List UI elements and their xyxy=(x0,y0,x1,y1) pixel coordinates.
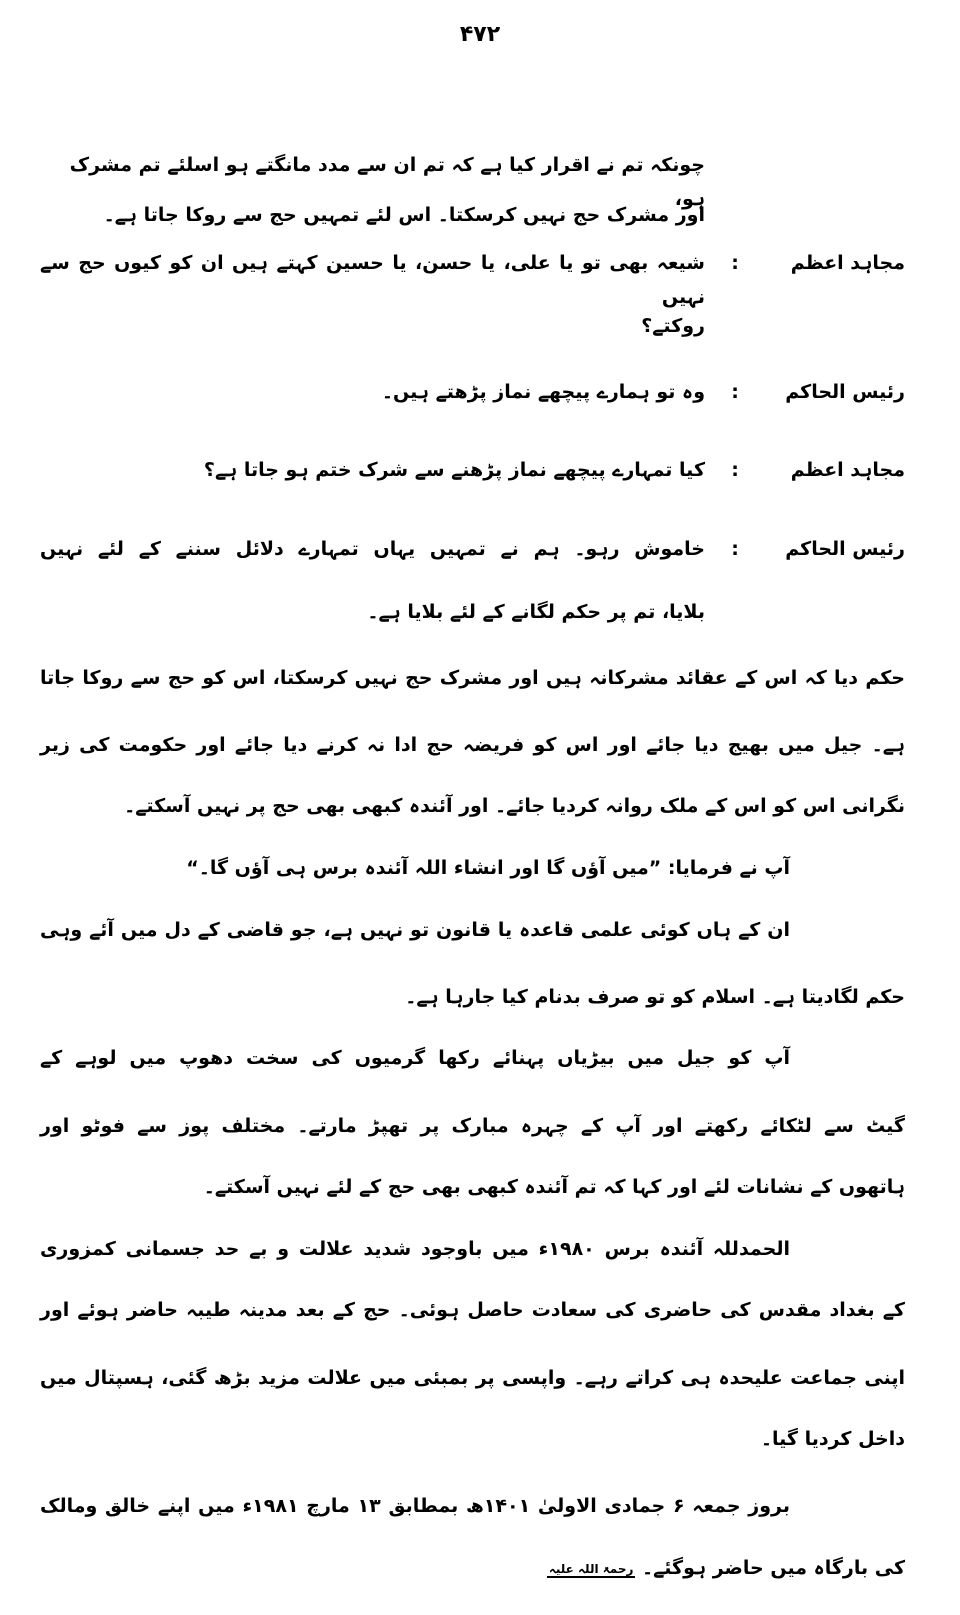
paragraph-line: کے بغداد مقدس کی حاضری کی سعادت حاصل ہوئی۔ حج کے بعد مدینہ طیبہ حاضر ہوئے اور xyxy=(40,1299,905,1321)
paragraph-line: اپنی جماعت علیحدہ ہی کراتے رہے۔ واپسی پر بمبئی میں علالت مزید بڑھ گئی، ہسپتال میں xyxy=(40,1367,905,1389)
dialogue-line: خاموش رہو۔ ہم نے تمہیں یہاں تمہارے دلائل سننے کے لئے نہیں xyxy=(40,538,705,560)
paragraph-line: داخل کردیا گیا۔ xyxy=(760,1428,905,1450)
paragraph-line-with-seal xyxy=(40,1551,905,1586)
dialogue-line: شیعہ بھی تو یا علی، یا حسن، یا حسین کہتے ہیں ان کو کیوں حج سے نہیں xyxy=(40,252,705,308)
paragraph-line: نگرانی اس کو اس کے ملک روانہ کردیا جائے۔ اور آئندہ کبھی بھی حج پر نہیں آسکتے۔ xyxy=(124,795,905,817)
speaker-label: مجاہد اعظم xyxy=(790,459,905,481)
speaker-label: رئیس الحاکم xyxy=(785,538,905,560)
paragraph-line: الحمدللہ آئندہ برس ۱۹۸۰ء میں باوجود شدید علالت و بے حد جسمانی کمزوری xyxy=(40,1238,790,1260)
dialogue-line: بلایا، تم پر حکم لگانے کے لئے بلایا ہے۔ xyxy=(367,601,705,623)
paragraph-line: کی بارگاہ میں حاضر ہوگئے۔ xyxy=(642,1557,905,1579)
paragraph-line: ہاتھوں کے نشانات لئے اور کہا کہ تم آئندہ کبھی بھی حج کے لئے نہیں آسکتے۔ xyxy=(203,1176,905,1198)
speaker-colon: : xyxy=(731,459,739,481)
speaker-colon: : xyxy=(731,252,739,274)
intro-line: چونکہ تم نے اقرار کیا ہے کہ تم ان سے مدد مانگتے ہو اسلئے تم مشرک ہو، xyxy=(69,154,705,210)
paragraph-line: حکم دیا کہ اس کے عقائد مشرکانہ ہیں اور مشرک حج نہیں کرسکتا، اس کو حج سے روکا جاتا xyxy=(40,667,905,689)
intro-line: اور مشرک حج نہیں کرسکتا۔ اس لئے تمہیں حج سے روکا جاتا ہے۔ xyxy=(103,204,705,226)
paragraph-line: حکم لگادیتا ہے۔ اسلام کو تو صرف بدنام کیا جارہا ہے۔ xyxy=(405,986,905,1008)
paragraph-line: ان کے ہاں کوئی علمی قاعدہ یا قانون تو نہیں ہے، جو قاضی کے دل میں آئے وہی xyxy=(40,919,790,941)
speaker-label: مجاہد اعظم xyxy=(790,252,905,274)
page-number: ۴۷۲ xyxy=(459,22,501,47)
speaker-colon: : xyxy=(731,381,739,403)
dialogue-line: وہ تو ہمارے پیچھے نماز پڑھتے ہیں۔ xyxy=(381,381,705,403)
dialogue-line: کیا تمہارے پیچھے نماز پڑھنے سے شرک ختم ہو جاتا ہے؟ xyxy=(203,459,705,481)
speaker-label: رئیس الحاکم xyxy=(785,381,905,403)
paragraph-line: بروز جمعہ ۶ جمادی الاولیٰ ۱۴۰۱ھ بمطابق ۱۳ مارچ ۱۹۸۱ء میں اپنے خالق ومالک xyxy=(40,1495,790,1517)
paragraph-line: آپ کو جیل میں بیڑیاں پہنائے رکھا گرمیوں کی سخت دھوپ میں لوہے کے xyxy=(40,1047,790,1069)
paragraph-line: گیٹ سے لٹکائے رکھتے اور آپ کے چہرہ مبارک پر تھپڑ مارتے۔ مختلف پوز سے فوٹو اور xyxy=(40,1115,905,1137)
speaker-colon: : xyxy=(731,538,739,560)
dialogue-line: روکتے؟ xyxy=(641,315,705,337)
paragraph-line: آپ نے فرمایا: ”میں آؤں گا اور انشاء اللہ آئندہ برس ہی آؤں گا۔“ xyxy=(186,857,790,879)
rahmatullah-seal-icon: رحمۃ اللہ علیہ xyxy=(548,1561,634,1576)
paragraph-line: ہے۔ جیل میں بھیج دیا جائے اور اس کو فریضہ حج ادا نہ کرنے دیا جائے اور حکومت کی زیر xyxy=(40,734,905,756)
